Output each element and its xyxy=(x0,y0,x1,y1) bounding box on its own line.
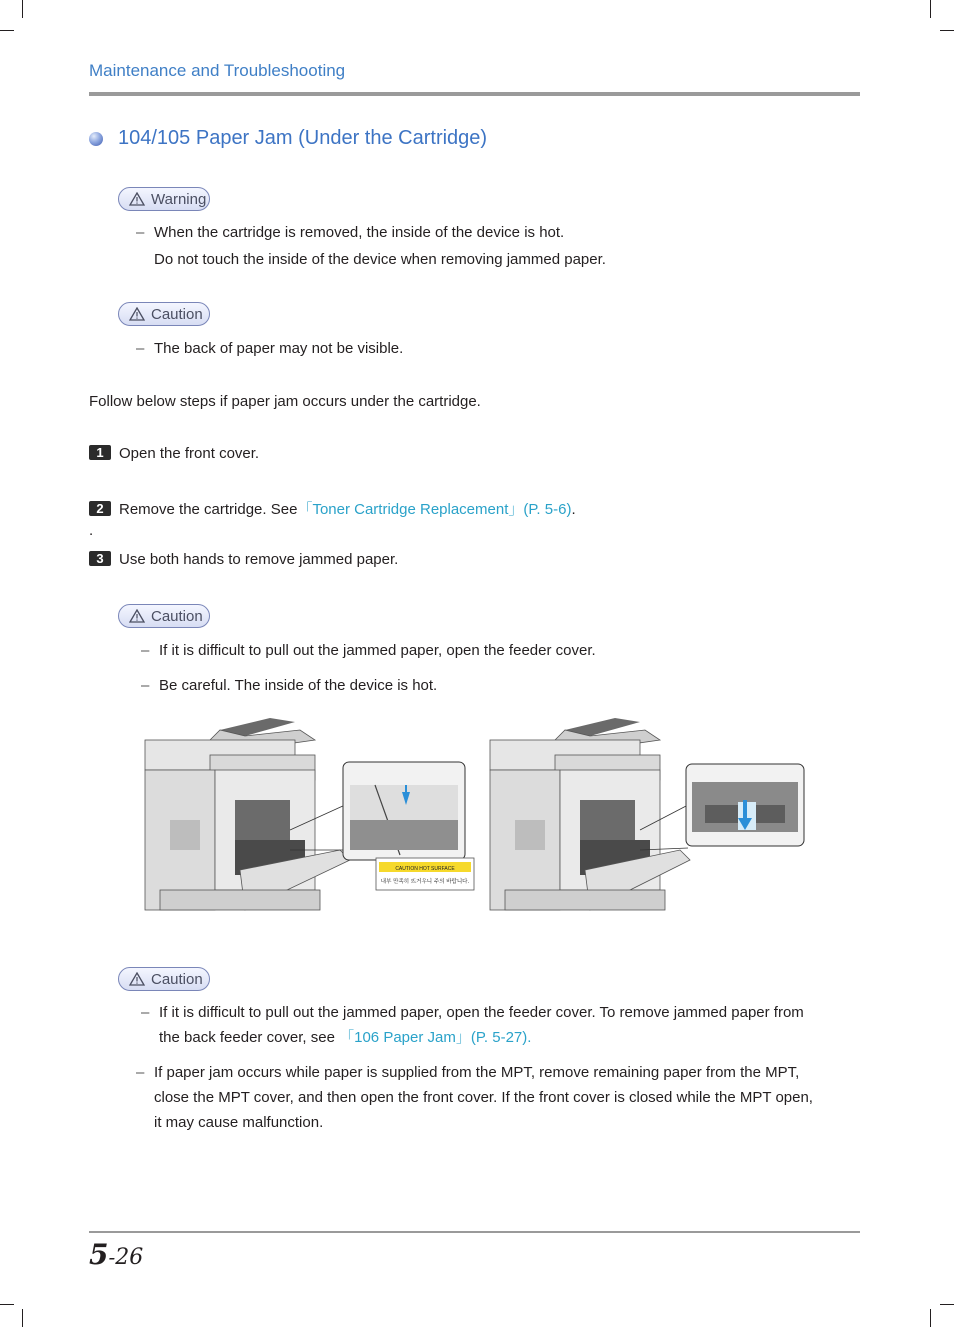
caution-label: Caution xyxy=(151,970,203,988)
warning-line-2: Do not touch the inside of the device when removing jammed paper. xyxy=(154,251,606,268)
caution-sticker xyxy=(376,858,474,890)
caution-label: Caution xyxy=(151,607,203,625)
title-row xyxy=(89,127,487,150)
callout-left xyxy=(290,762,465,860)
caution-badge xyxy=(118,302,210,326)
intro-text: Follow below steps if paper jam occurs under the cartridge. xyxy=(89,393,481,410)
step-number: 2 xyxy=(89,501,111,516)
footer-rule xyxy=(89,1231,860,1233)
caution-triangle-icon xyxy=(129,307,145,321)
paper-jam-106-link[interactable]: 「106 Paper Jam」(P. 5-27). xyxy=(339,1029,532,1046)
callout-right xyxy=(640,764,804,850)
printer-left-illustration xyxy=(145,718,350,910)
dash-marker: – xyxy=(141,677,150,694)
caution3-item2-line-3: it may cause malfunction. xyxy=(154,1114,324,1131)
stray-dot: . xyxy=(89,522,94,539)
warning-badge xyxy=(118,187,210,211)
printer-right-illustration xyxy=(490,718,690,910)
warning-label: Warning xyxy=(151,190,207,208)
warning-line-1: When the cartridge is removed, the inside of the device is hot. xyxy=(154,224,565,241)
caution-item xyxy=(141,638,596,663)
page-index: 26 xyxy=(115,1245,144,1270)
warning-item xyxy=(136,220,606,272)
sticker-line-2: 내부 만족히 뜨거우니 주의 바랍니다. xyxy=(380,879,470,885)
page-title: 104/105 Paper Jam (Under the Cartridge) xyxy=(118,127,488,149)
caution2-line-1: If it is difficult to pull out the jammed paper, open the feeder cover. xyxy=(159,642,596,659)
caution-badge xyxy=(118,967,210,991)
step-2-text: Remove the cartridge. See xyxy=(119,501,298,518)
printer-illustration xyxy=(140,710,820,920)
caution3-item2-line-1: If paper jam occurs while paper is supplied from the MPT, remove remaining paper from the MPT, xyxy=(154,1064,800,1081)
step-1 xyxy=(89,445,259,462)
bullet-sphere-icon xyxy=(89,132,103,146)
caution-item xyxy=(141,1000,804,1050)
step-3 xyxy=(89,551,398,568)
dash-marker: – xyxy=(141,1004,150,1021)
caution-item xyxy=(136,336,404,361)
step-3-text: Use both hands to remove jammed paper. xyxy=(119,551,399,568)
caution-badge xyxy=(118,604,210,628)
step-2-suffix: . xyxy=(571,501,576,518)
caution-triangle-icon xyxy=(129,609,145,623)
header-rule xyxy=(89,92,860,96)
section-header: Maintenance and Troubleshooting xyxy=(89,61,346,80)
caution3-item1-line-1: If it is difficult to pull out the jammed paper, open the feeder cover. To remove jammed paper from xyxy=(159,1004,804,1021)
caution-item xyxy=(141,673,438,698)
caution-item xyxy=(136,1060,813,1135)
paper-jam-figure xyxy=(140,710,820,920)
dash-marker: – xyxy=(136,1064,145,1081)
caution-triangle-icon xyxy=(129,972,145,986)
dash-marker: – xyxy=(136,224,145,241)
caution3-item2-line-2: close the MPT cover, and then open the front cover. If the front cover is closed while the MPT open, xyxy=(154,1089,813,1106)
step-2 xyxy=(89,498,576,519)
dash-marker: – xyxy=(141,642,150,659)
caution-label: Caution xyxy=(151,305,203,323)
page-separator: - xyxy=(108,1245,116,1269)
step-number: 1 xyxy=(89,445,111,460)
step-number: 3 xyxy=(89,551,111,566)
page-chapter: 5 xyxy=(89,1238,109,1271)
caution2-line-2: Be careful. The inside of the device is hot. xyxy=(159,677,438,694)
caution1-line-1: The back of paper may not be visible. xyxy=(154,340,404,357)
caution3-item1-prefix: the back feeder cover, see xyxy=(159,1029,335,1046)
step-1-text: Open the front cover. xyxy=(119,445,260,462)
warning-triangle-icon xyxy=(129,192,145,206)
dash-marker: – xyxy=(136,340,145,357)
page-number xyxy=(89,1238,143,1271)
sticker-line-1: CAUTION HOT SURFACE xyxy=(395,866,455,872)
caution3-item1-line-2 xyxy=(159,1025,804,1050)
toner-replacement-link[interactable]: 「Toner Cartridge Replacement」(P. 5-6) xyxy=(297,501,572,518)
